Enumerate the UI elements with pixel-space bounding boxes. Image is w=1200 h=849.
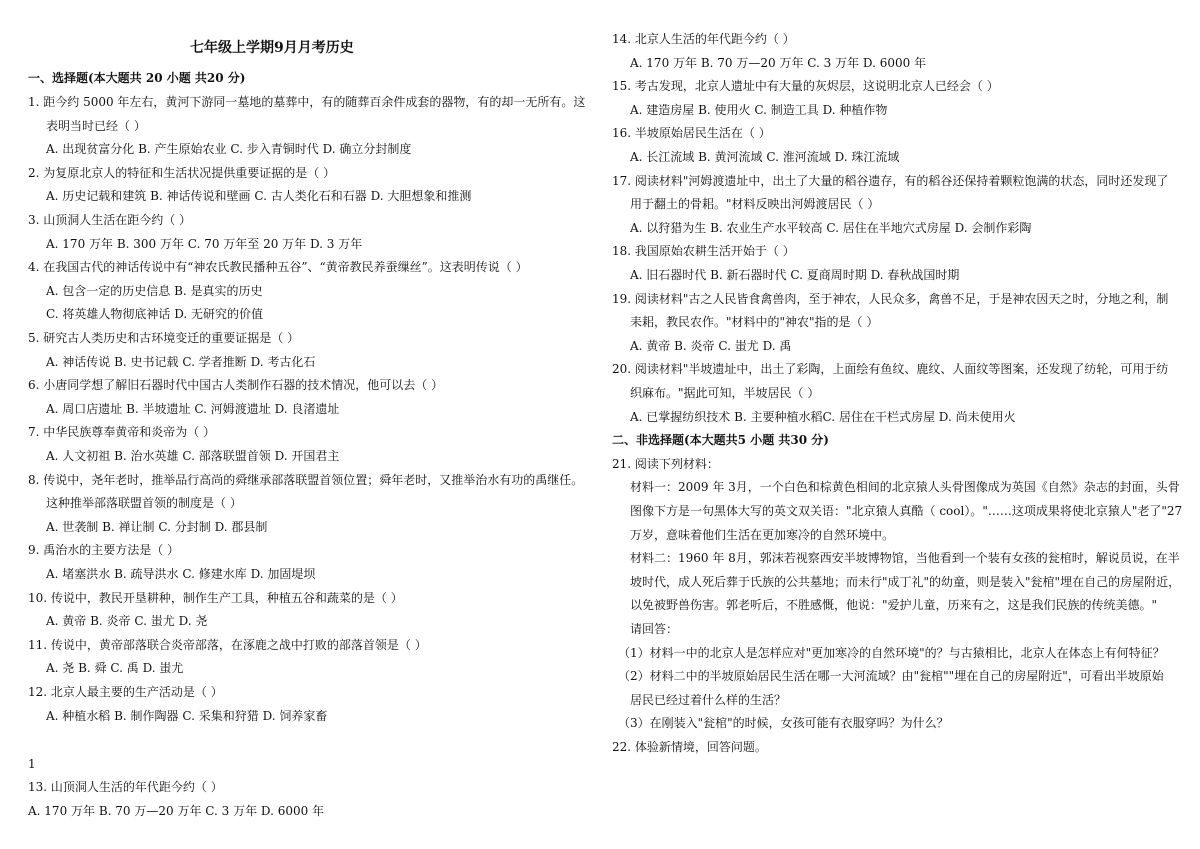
text-line: 18. 我国原始农耕生活开始于（ ） [612, 244, 795, 259]
text-line: A. 黄帝 B. 炎帝 C. 蚩尤 D. 禹 [630, 338, 792, 353]
text-line: 9. 禹治水的主要方法是（ ） [28, 543, 180, 558]
text-line: 8. 传说中，尧年老时，推举品行高尚的舜继承部落联盟首领位置；舜年老时，又推举治水有功的禹继任。 [28, 472, 584, 487]
text-line: 16. 半坡原始居民生活在（ ） [612, 126, 771, 141]
text-line: A. 周口店遗址 B. 半坡遗址 C. 河姆渡遗址 D. 良渚遗址 [46, 401, 340, 416]
text-line: A. 旧石器时代 B. 新石器时代 C. 夏商周时期 D. 春秋战国时期 [630, 268, 960, 282]
text-line: 万岁，意味着他们生活在更加寒冷的自然环境中。 [630, 527, 895, 542]
text-line: 19. 阅读材料"古之人民皆食禽兽肉，至于神农，人民众多，禽兽不足，于是神农因天之时，分地之利，制 [612, 291, 1169, 306]
text-line: 4. 在我国古代的神话传说中有“神农氏教民播种五谷”、“黄帝教民养蚕缫丝”。这表明传说（ ） [28, 260, 528, 275]
text-line: 坡时代，成人死后葬于氏族的公共墓地；而未行"成丁礼"的幼童，则是装入"瓮棺"埋在自己的房屋附近， [630, 574, 1181, 589]
text-line: 17. 阅读材料"河姆渡遗址中，出土了大量的稻谷遗存，有的稻谷还保持着颗粒饱满的状态，同时还发现了 [612, 173, 1169, 188]
text-line: A. 出现贫富分化 B. 产生原始农业 C. 步入青铜时代 D. 确立分封制度 [46, 142, 412, 157]
text-line: 请回答： [630, 622, 679, 636]
text-line: A. 170 万年 B. 70 万—20 万年 C. 3 万年 D. 6000 年 [28, 803, 325, 818]
text-line: 3. 山顶洞人生活在距今约（ ） [28, 213, 192, 227]
text-line: 12. 北京人最主要的生产活动是（ ） [28, 685, 223, 699]
text-line: 20. 阅读材料"半坡遗址中，出土了彩陶，上面绘有鱼纹、鹿纹、人面纹等图案，还发现了纺轮，可用于纺 [612, 362, 1169, 377]
text-line: 材料一：2009 年 3月，一个白色和棕黄色相间的北京猿人头骨图像成为英国《自然》杂志的封面，头骨 [630, 480, 1180, 495]
text-line: 2. 为复原北京人的特征和生活状况提供重要证据的是（ ） [28, 165, 336, 180]
text-line: A. 世袭制 B. 禅让制 C. 分封制 D. 郡县制 [46, 519, 268, 534]
text-line: A. 神话传说 B. 史书记载 C. 学者推断 D. 考古化石 [46, 354, 316, 369]
text-line: A. 黄帝 B. 炎帝 C. 蚩尤 D. 尧 [46, 614, 208, 629]
text-line: 13. 山顶洞人生活的年代距今约（ ） [28, 780, 223, 794]
text-line: （1）材料一中的北京人是怎样应对"更加寒冷的自然环境"的？与古猿相比，北京人在体态上有何特征？ [618, 645, 1165, 660]
text-line: C. 将英雄人物彻底神话 D. 无研究的价值 [46, 307, 264, 322]
text-line: 15. 考古发现，北京人遗址中有大量的灰烬层，这说明北京人已经会（ ） [612, 79, 999, 94]
text-line: A. 170 万年 B. 300 万年 C. 70 万年至 20 万年 D. 3 万年 [46, 236, 363, 251]
page-number: 1 [28, 757, 36, 771]
text-line: 用于翻土的骨耜。"材料反映出河姆渡居民（ ） [630, 197, 880, 212]
text-line: 材料二：1960 年 8月，郭沫若视察西安半坡博物馆，当他看到一个装有女孩的瓮棺时，解说员说，在半 [630, 551, 1180, 566]
text-line: A. 长江流域 B. 黄河流域 C. 淮河流域 D. 珠江流域 [630, 150, 900, 164]
text-line: A. 历史记载和建筑 B. 神话传说和壁画 C. 古人类化石和石器 D. 大胆想象和推测 [46, 189, 472, 204]
text-line: 耒耜，教民农作。"材料中的"神农"指的是（ ） [630, 315, 879, 330]
text-line: A. 种植水稻 B. 制作陶器 C. 采集和狩猎 D. 饲养家畜 [46, 708, 328, 723]
text-line: 5. 研究古人类历史和古环境变迁的重要证据是（ ） [28, 331, 300, 345]
text-line: 6. 小唐同学想了解旧石器时代中国古人类制作石器的技术情况，他可以去（ ） [28, 378, 444, 393]
text-line: A. 170 万年 B. 70 万—20 万年 C. 3 万年 D. 6000 年 [630, 55, 927, 70]
text-line: 居民已经过着什么样的生活？ [630, 692, 787, 707]
text-line: A. 人文初祖 B. 治水英雄 C. 部落联盟首领 D. 开国君主 [46, 449, 340, 463]
text-line: 二、非选择题(本大题共5 小题 共30 分) [612, 433, 829, 448]
text-line: 14. 北京人生活的年代距今约（ ） [612, 32, 795, 46]
text-line: （3）在刚装入"瓮棺"的时候，女孩可能有衣服穿吗？为什么？ [618, 716, 949, 731]
text-line: 表明当时已经（ ） [46, 118, 146, 133]
text-line: A. 堵塞洪水 B. 疏导洪水 C. 修建水库 D. 加固堤坝 [46, 567, 316, 581]
text-line: 11. 传说中，黄帝部落联合炎帝部落，在涿鹿之战中打败的部落首领是（ ） [28, 637, 427, 652]
text-line: 10. 传说中，教民开垦耕种，制作生产工具，种植五谷和蔬菜的是（ ） [28, 590, 403, 605]
text-line: 织麻布。"据此可知，半坡居民（ ） [630, 386, 820, 400]
text-line: A. 包含一定的历史信息 B. 是真实的历史 [46, 283, 263, 298]
text-line: 21. 阅读下列材料： [612, 456, 719, 471]
text-line: 7. 中华民族尊奉黄帝和炎帝为（ ） [28, 425, 216, 440]
page-title: 七年级上学期9月月考历史 [190, 40, 354, 56]
section1-heading: 一、选择题(本大题共 20 小题 共20 分) [28, 71, 246, 85]
text-line: （2）材料二中的半坡原始居民生活在哪一大河流域？由"瓮棺""埋在自己的房屋附近"，可看出半坡原始 [618, 669, 1164, 684]
text-line: A. 建造房屋 B. 使用火 C. 制造工具 D. 种植作物 [630, 102, 888, 117]
text-line: A. 已掌握纺织技术 B. 主要种植水稻C. 居住在干栏式房屋 D. 尚未使用火 [630, 409, 1016, 424]
text-line: 22. 体验新情境，回答问题。 [612, 740, 767, 754]
text-line: 以免被野兽伤害。郭老听后，不胜感慨，他说："爱护儿童，历来有之，这是我们民族的传统美德。" [630, 598, 1158, 613]
text-line: A. 尧 B. 舜 C. 禹 D. 蚩尤 [46, 661, 184, 676]
text-line: 1. 距今约 5000 年左右，黄河下游同一墓地的墓葬中，有的随葬百余件成套的器物，有的却一无所有。这 [28, 95, 586, 109]
text-line: 这种推举部落联盟首领的制度是（ ） [46, 496, 242, 511]
text-line: 图像下方是一句黑体大写的英文双关语："北京猿人真酷（ cool）。"……这项成果将使北京猿人"老了"27 [630, 504, 1183, 518]
text-line: A. 以狩猎为生 B. 农业生产水平较高 C. 居住在半地穴式房屋 D. 会制作彩陶 [630, 220, 1032, 235]
